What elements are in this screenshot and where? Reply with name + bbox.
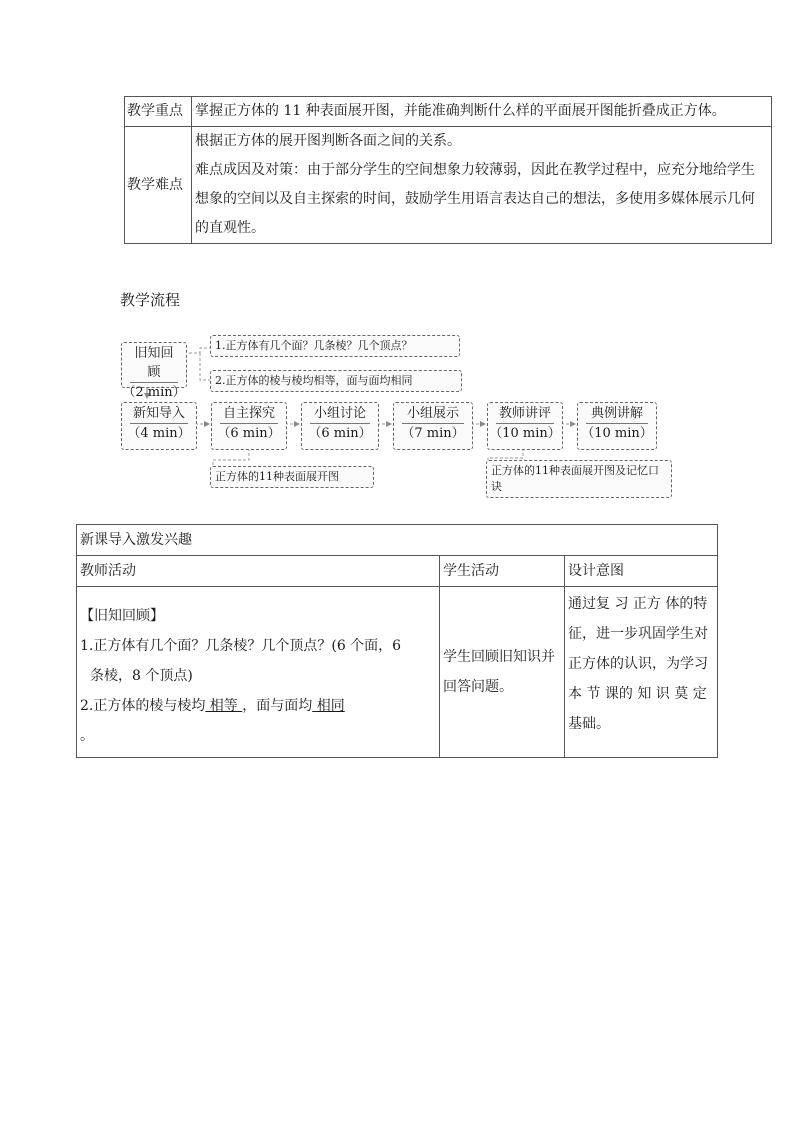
stage-examples bbox=[577, 402, 657, 450]
lecture-note: 正方体的11种表面展开图及记忆口诀 bbox=[486, 460, 672, 498]
stage-group-show-title: 小组展示 bbox=[402, 404, 464, 424]
focus-row bbox=[125, 97, 772, 127]
focus-label: 教学重点 bbox=[125, 97, 192, 127]
stage-lecture bbox=[487, 402, 563, 450]
stage-lecture-time: （10 min） bbox=[489, 426, 561, 441]
teaching-flow-diagram bbox=[118, 332, 678, 512]
stage-lecture-title: 教师讲评 bbox=[496, 404, 554, 424]
question-2-end: 。 bbox=[80, 728, 94, 744]
question-2-end-line bbox=[80, 721, 436, 751]
review-note-2: 2.正方体的棱与棱均相等，面与面均相同 bbox=[210, 370, 462, 392]
explore-note: 正方体的11种表面展开图 bbox=[210, 466, 374, 488]
col-teacher: 教师活动 bbox=[77, 556, 440, 587]
stage-group-discussion bbox=[301, 402, 379, 450]
review-heading: 【旧知回顾】 bbox=[80, 608, 164, 624]
question-2 bbox=[80, 691, 436, 721]
column-header-row bbox=[77, 556, 718, 587]
review-note-1: 1.正方体有几个面？几条棱？几个顶点？ bbox=[210, 335, 460, 357]
stage-explore-time: （6 min） bbox=[217, 426, 281, 441]
design-intent: 通过复 习 正方 体的特征，进一步巩固学生对正方体的认识，为学习本 节 课的 知 识 莫 定基础。 bbox=[565, 587, 718, 758]
stage-group-discussion-title: 小组讨论 bbox=[310, 404, 370, 424]
flow-heading: 教学流程 bbox=[120, 291, 181, 309]
difficulty-line2: 难点成因及对策：由于部分学生的空间想象力较薄弱，因此在教学过程中，应充分地给学生想象的空间以及自主探索的时间，鼓励学生用语言表达自己的想法，多使用多媒体展示几何的直观性。 bbox=[195, 162, 755, 236]
stage-group-show bbox=[393, 402, 473, 450]
difficulty-label: 教学难点 bbox=[125, 127, 192, 244]
section-title-row bbox=[77, 525, 718, 556]
teacher-activity bbox=[77, 587, 440, 758]
key-points-table bbox=[124, 96, 772, 244]
section-title: 新课导入激发兴趣 bbox=[77, 525, 718, 556]
stage-examples-time: （10 min） bbox=[581, 426, 653, 441]
stage-group-discussion-time: （6 min） bbox=[308, 426, 372, 441]
question-1: 1.正方体有几个面？几条棱？几个顶点？(6 个面，6 bbox=[80, 638, 402, 654]
focus-text: 掌握正方体的 11 种表面展开图，并能准确判断什么样的平面展开图能折叠成正方体。 bbox=[192, 97, 772, 127]
review-note-connector bbox=[184, 348, 210, 380]
stage-examples-title: 典例讲解 bbox=[586, 404, 648, 424]
col-intent: 设计意图 bbox=[565, 556, 718, 587]
stage-intro-title: 新知导入 bbox=[130, 404, 188, 424]
question-2-blank-1: 相等 bbox=[205, 698, 243, 714]
activity-row bbox=[77, 587, 718, 758]
question-2-prefix: 2.正方体的棱与棱均 bbox=[80, 698, 206, 714]
stage-review-title: 旧知回顾 bbox=[130, 344, 178, 383]
col-student: 学生活动 bbox=[440, 556, 565, 587]
difficulty-cell bbox=[192, 127, 772, 244]
question-2-blank-2: 相同 bbox=[312, 698, 345, 714]
stage-review bbox=[121, 342, 187, 400]
explore-note-connector bbox=[213, 448, 249, 468]
difficulty-row bbox=[125, 127, 772, 244]
stage-review-time: （2 min） bbox=[122, 385, 186, 400]
stage-explore-title: 自主探究 bbox=[220, 404, 278, 424]
question-2-mid: ，面与面均 bbox=[242, 698, 313, 714]
question-1-continued: 条棱，8 个顶点) bbox=[90, 668, 193, 684]
activity-table bbox=[76, 524, 718, 758]
difficulty-line1: 根据正方体的展开图判断各面之间的关系。 bbox=[195, 133, 461, 149]
stage-intro bbox=[121, 402, 197, 450]
student-activity: 学生回顾旧知识并回答问题。 bbox=[440, 587, 565, 758]
stage-intro-time: （4 min） bbox=[127, 426, 191, 441]
stage-group-show-time: （7 min） bbox=[401, 426, 465, 441]
stage-explore bbox=[211, 402, 287, 450]
